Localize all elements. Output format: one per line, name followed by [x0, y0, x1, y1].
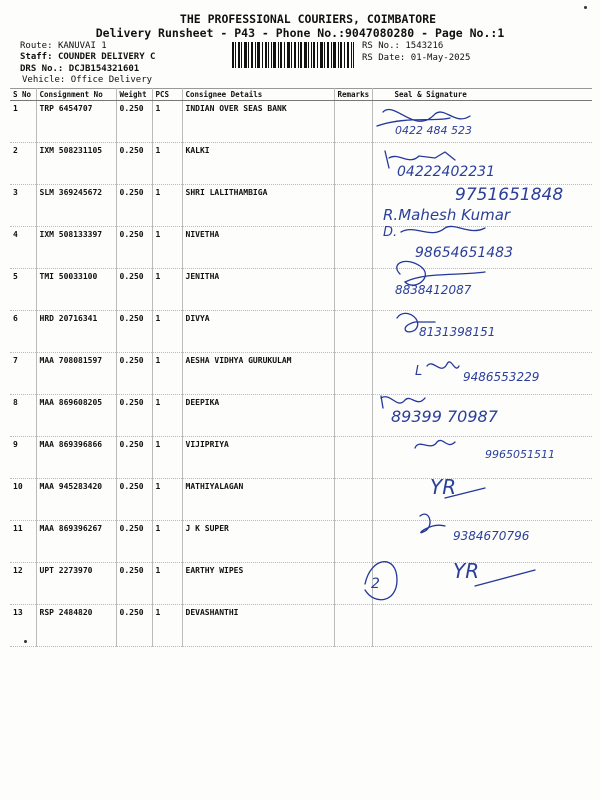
cell-pcs: 1 [152, 227, 182, 269]
cell-consignee: AESHA VIDHYA GURUKULAM [182, 353, 334, 395]
handwritten-phone: 9965051511 [485, 448, 555, 461]
cell-consignment: IXM 508133397 [36, 227, 116, 269]
vehicle-value: Office Delivery [70, 75, 153, 85]
route-line [20, 41, 107, 51]
cell-consignment: RSP 2484820 [36, 605, 116, 647]
col-pcs: PCS [152, 89, 182, 101]
cell-consignee: DEVASHANTHI [182, 605, 334, 647]
cell-weight: 0.250 [116, 185, 152, 227]
cell-consignee: SHRI LALITHAMBIGA [182, 185, 334, 227]
handwritten-name: D. [383, 225, 398, 240]
handwritten-initials: YR [430, 475, 457, 499]
handwritten-name: R.Mahesh Kumar [383, 206, 511, 224]
cell-consignee: DEEPIKA [182, 395, 334, 437]
cell-remarks [334, 605, 372, 647]
cell-sno: 3 [10, 185, 36, 227]
cell-remarks [334, 521, 372, 563]
cell-sno: 9 [10, 437, 36, 479]
handwritten-phone: 9384670796 [453, 529, 530, 543]
cell-remarks [334, 437, 372, 479]
signatures-overlay [371, 96, 595, 656]
handwritten-phone: 0422 484 523 [395, 124, 472, 137]
cell-remarks [334, 227, 372, 269]
cell-sno: 6 [10, 311, 36, 353]
vehicle-label: Vehicle: [22, 75, 66, 85]
company-title: THE PROFESSIONAL COURIERS, COIMBATORE [179, 12, 437, 26]
signature-scribble [420, 514, 445, 533]
handwritten-phone: 89399 70987 [391, 407, 498, 426]
cell-consignment: HRD 20716341 [36, 311, 116, 353]
cell-remarks [334, 479, 372, 521]
cell-pcs: 1 [152, 143, 182, 185]
cell-sno: 4 [10, 227, 36, 269]
cell-consignee: J K SUPER [182, 521, 334, 563]
cell-consignee: VIJIPRIYA [182, 437, 334, 479]
cell-consignment: MAA 869396267 [36, 521, 116, 563]
cell-consignment: TRP 6454707 [36, 101, 116, 143]
cell-weight: 0.250 [116, 101, 152, 143]
handwritten-phone: 98654651483 [415, 245, 513, 261]
stray-mark [24, 640, 27, 643]
cell-consignment: SLM 369245672 [36, 185, 116, 227]
cell-consignee: NIVETHA [182, 227, 334, 269]
cell-weight: 0.250 [116, 437, 152, 479]
drs-label: DRS No.: [20, 64, 64, 74]
cell-consignment: MAA 869608205 [36, 395, 116, 437]
cell-weight: 0.250 [116, 395, 152, 437]
handwritten-mark: 2 [371, 576, 380, 592]
cell-weight: 0.250 [116, 521, 152, 563]
cell-consignment: MAA 945283420 [36, 479, 116, 521]
staff-line [20, 52, 155, 62]
cell-consignee: DIVYA [182, 311, 334, 353]
vehicle-line [22, 75, 152, 85]
handwritten-phone: 04222402231 [397, 164, 495, 180]
drs-line [20, 64, 139, 74]
staff-label: Staff: [20, 52, 53, 62]
handwritten-phone: 8838412087 [395, 283, 472, 297]
col-weight: Weight [116, 89, 152, 101]
cell-sno: 7 [10, 353, 36, 395]
cell-sno: 2 [10, 143, 36, 185]
cell-consignee: MATHIYALAGAN [182, 479, 334, 521]
cell-sno: 11 [10, 521, 36, 563]
cell-pcs: 1 [152, 311, 182, 353]
cell-consignee: KALKI [182, 143, 334, 185]
cell-remarks [334, 101, 372, 143]
cell-consignment: MAA 708081597 [36, 353, 116, 395]
cell-pcs: 1 [152, 185, 182, 227]
cell-pcs: 1 [152, 563, 182, 605]
col-sno: S No [10, 89, 36, 101]
handwritten-initials: YR [453, 559, 480, 583]
cell-weight: 0.250 [116, 311, 152, 353]
col-remarks: Remarks [334, 89, 372, 101]
cell-consignment: UPT 2273970 [36, 563, 116, 605]
handwritten-initials: L [415, 364, 423, 379]
rs-no-label: RS No.: [362, 41, 400, 51]
drs-value: DCJB154321601 [68, 64, 140, 74]
cell-weight: 0.250 [116, 605, 152, 647]
barcode [232, 42, 354, 68]
signature-scribble [401, 226, 485, 232]
signature-scribble [397, 261, 485, 285]
cell-pcs: 1 [152, 521, 182, 563]
cell-pcs: 1 [152, 437, 182, 479]
cell-remarks [334, 311, 372, 353]
cell-consignment: TMI 50033100 [36, 269, 116, 311]
stray-mark [584, 6, 587, 9]
handwritten-phone: 9486553229 [463, 370, 540, 384]
cell-pcs: 1 [152, 395, 182, 437]
rs-no-value: 1543216 [405, 41, 444, 51]
handwritten-phone: 9751651848 [455, 185, 564, 205]
signature-scribble [475, 570, 535, 586]
cell-sno: 10 [10, 479, 36, 521]
handwritten-phone: 8131398151 [419, 325, 496, 339]
col-consignment: Consignment No [36, 89, 116, 101]
rs-date-label: RS Date: [362, 53, 406, 63]
cell-pcs: 1 [152, 101, 182, 143]
cell-remarks [334, 143, 372, 185]
cell-weight: 0.250 [116, 479, 152, 521]
cell-pcs: 1 [152, 269, 182, 311]
cell-consignee: JENITHA [182, 269, 334, 311]
signature-scribble [415, 440, 455, 448]
cell-remarks [334, 185, 372, 227]
col-consignee: Consignee Details [182, 89, 334, 101]
cell-weight: 0.250 [116, 269, 152, 311]
staff-value: COUNDER DELIVERY C [57, 52, 156, 62]
cell-sno: 5 [10, 269, 36, 311]
rs-date-line [362, 53, 470, 63]
signature-scribble [427, 362, 459, 368]
cell-sno: 13 [10, 605, 36, 647]
cell-sno: 12 [10, 563, 36, 605]
cell-remarks [334, 353, 372, 395]
cell-weight: 0.250 [116, 143, 152, 185]
route-value: KANUVAI 1 [57, 41, 107, 51]
cell-remarks [334, 269, 372, 311]
cell-remarks [334, 395, 372, 437]
cell-consignee: INDIAN OVER SEAS BANK [182, 101, 334, 143]
route-label: Route: [20, 41, 53, 51]
cell-sno: 1 [10, 101, 36, 143]
cell-remarks [334, 563, 372, 605]
cell-pcs: 1 [152, 353, 182, 395]
cell-sno: 8 [10, 395, 36, 437]
cell-consignee: EARTHY WIPES [182, 563, 334, 605]
rs-no-line [362, 41, 443, 51]
cell-weight: 0.250 [116, 227, 152, 269]
cell-weight: 0.250 [116, 563, 152, 605]
rs-date-value: 01-May-2025 [410, 53, 471, 63]
cell-pcs: 1 [152, 479, 182, 521]
runsheet-subtitle: Delivery Runsheet - P43 - Phone No.:9047080280 - Page No.:1 [95, 26, 505, 40]
cell-pcs: 1 [152, 605, 182, 647]
cell-weight: 0.250 [116, 353, 152, 395]
cell-consignment: MAA 869396866 [36, 437, 116, 479]
cell-consignment: IXM 508231105 [36, 143, 116, 185]
col-signature: Seal & Signature [372, 89, 592, 101]
